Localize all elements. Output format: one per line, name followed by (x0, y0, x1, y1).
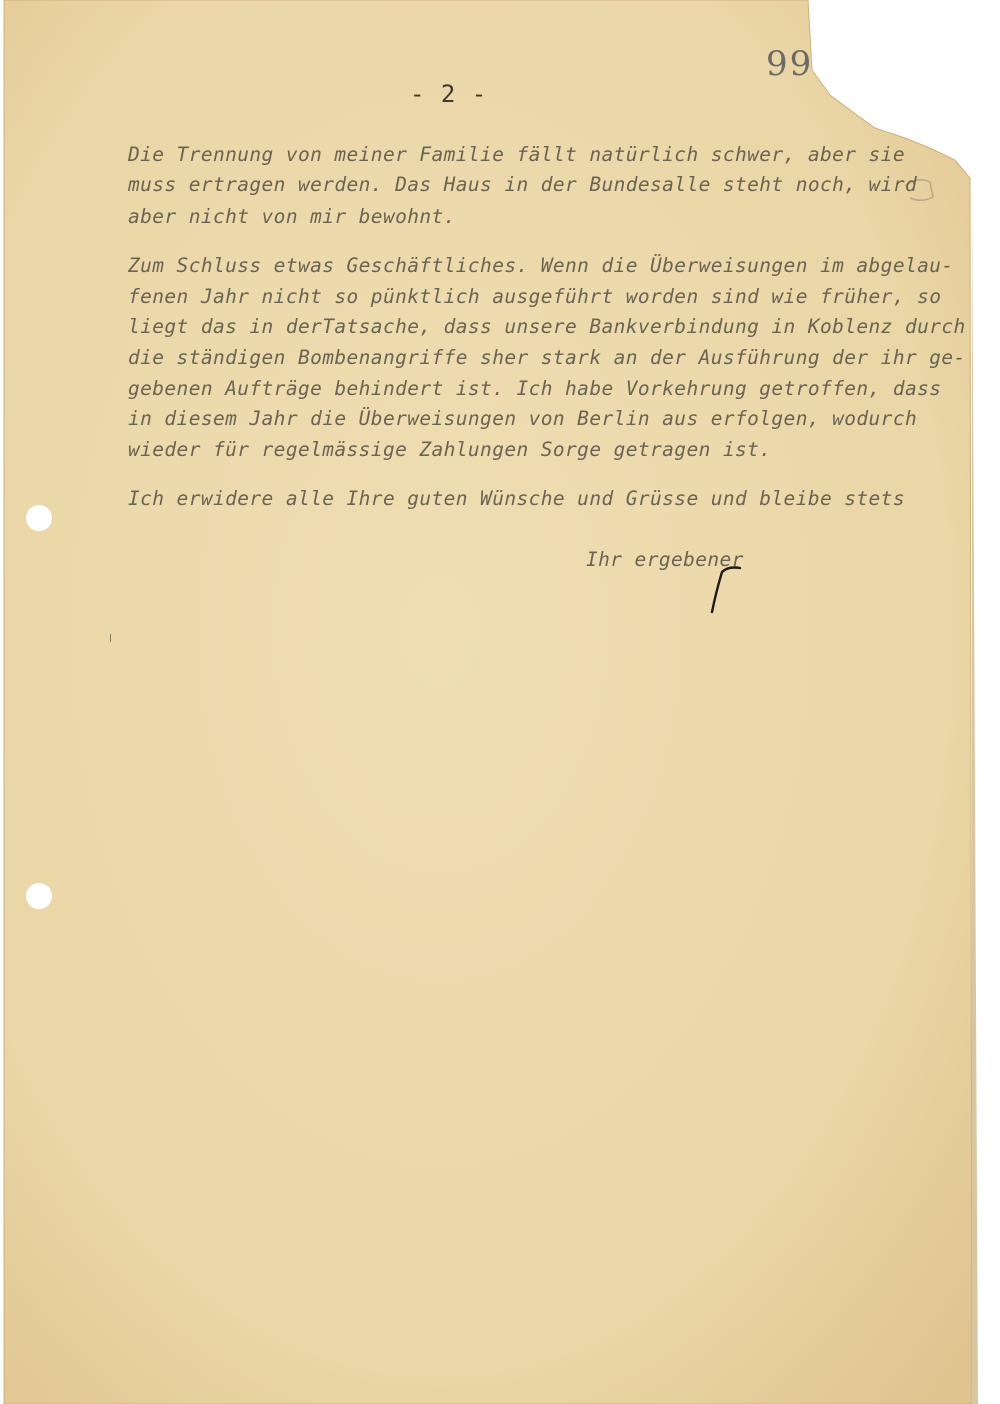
folio-number: 99 (766, 44, 814, 84)
signature-stroke (700, 560, 750, 620)
paragraph-2-line-4: die ständigen Bombenangriffe sher stark an der Ausführung der ihr ge- (128, 346, 966, 369)
paragraph-2-line-1: Zum Schluss etwas Geschäftliches. Wenn die Überweisungen im abgelau- (128, 254, 954, 277)
salutation: Ihr ergebener (586, 548, 744, 571)
paragraph-2-line-5: gebenen Aufträge behindert ist. Ich habe Vorkehrung getroffen, dass (128, 377, 942, 400)
paragraph-2-line-6: in diesem Jahr die Überweisungen von Berlin aus erfolgen, wodurch (128, 407, 918, 430)
paragraph-1-line-2: muss ertragen werden. Das Haus in der Bundesalle steht noch, wird (128, 173, 918, 196)
paragraph-2-line-7: wieder für regelmässige Zahlungen Sorge getragen ist. (128, 438, 772, 461)
punch-hole-bottom (26, 883, 52, 909)
paragraph-1-line-1: Die Trennung von meiner Familie fällt natürlich schwer, aber sie (128, 143, 905, 166)
paragraph-2-line-3: liegt das in derTatsache, dass unsere Bankverbindung in Koblenz durch (128, 315, 966, 338)
paragraph-2-line-2: fenen Jahr nicht so pünktlich ausgeführt worden sind wie früher, so (128, 285, 942, 308)
page-number: - 2 - (410, 80, 488, 108)
margin-tick (110, 634, 111, 642)
paper-right-shadow (972, 180, 978, 1404)
punch-hole-top (26, 505, 52, 531)
closing-line: Ich erwidere alle Ihre guten Wünsche und Grüsse und bleibe stets (128, 487, 905, 510)
paragraph-1-line-3: aber nicht von mir bewohnt. (128, 205, 456, 228)
